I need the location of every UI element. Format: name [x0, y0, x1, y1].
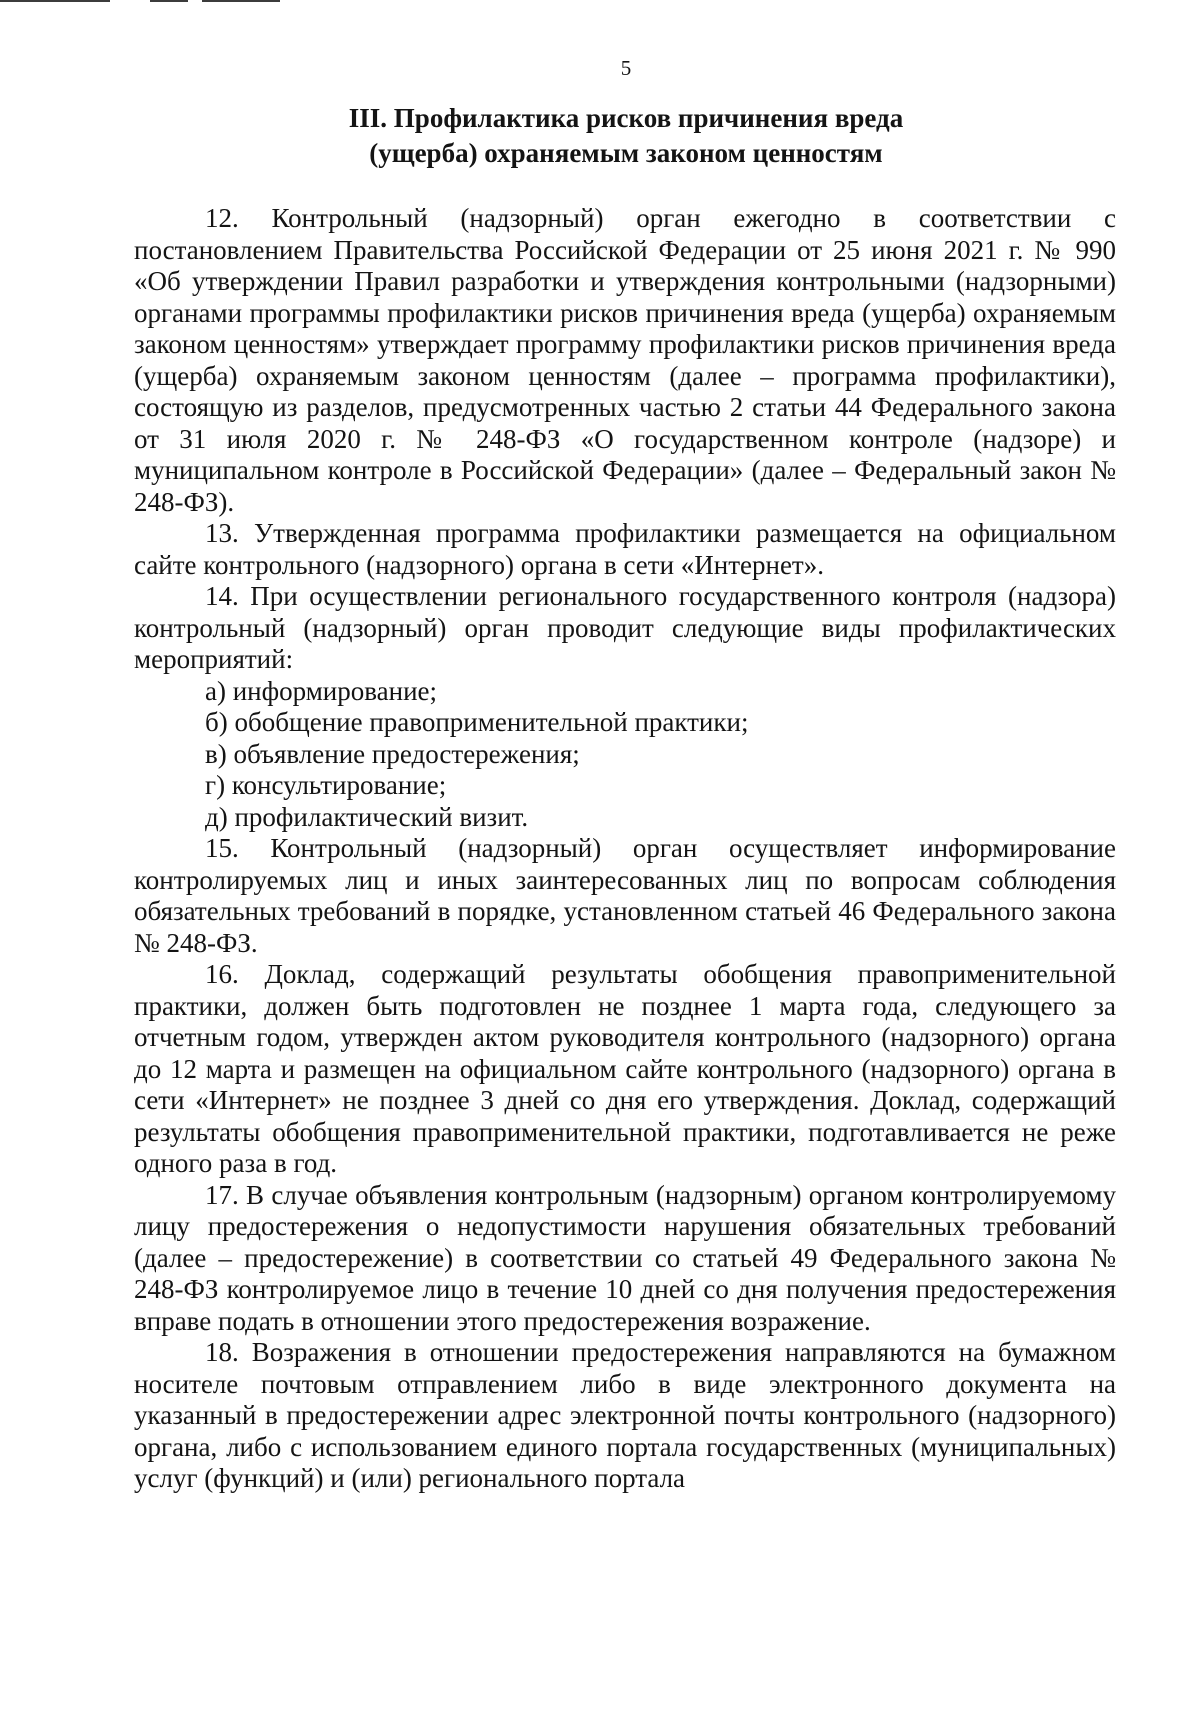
paragraph-14: 14. При осуществлении регионального государственного контроля (надзора) контрольный (надзорный) орган проводит следующие виды профилактических мероприятий: [134, 581, 1116, 674]
list-item: в) объявление предостережения; [205, 738, 580, 769]
paragraph-13: 13. Утвержденная программа профилактики размещается на официальном сайте контрольного (надзорного) органа в сети «Интернет». [134, 518, 1116, 580]
list-item: а) информирование; [205, 675, 438, 706]
scan-edge-mark [202, 0, 280, 2]
list-item: б) обобщение правоприменительной практики; [205, 707, 749, 737]
scan-edge-mark [150, 0, 188, 2]
section-title [0, 101, 1200, 171]
list-item: д) профилактический визит. [205, 801, 529, 832]
list-item: г) консультирование; [205, 770, 447, 800]
paragraph-12: 12. Контрольный (надзорный) орган ежегодно в соответствии с постановлением Правительства Российской Федерации от 25 июня 2021 г. № 990 «Об утверждении Правил разработки и утверждения контрольными (надзорными) органами программы профилактики рисков причинения вреда (ущерба) охраняемым законом ценностям» утверждает программу профилактики рисков причинения вреда (ущерба) охраняемым законом ценностям (далее – программа профилактики), состоящую из разделов, предусмотренных частью 2 статьи 44 Федерального закона от 31 июля 2020 г. № 248-ФЗ «О государственном контроле (надзоре) и муниципальном контроле в Российской Федерации» (далее – Федеральный закон № 248-ФЗ). [134, 203, 1116, 517]
paragraph-15: 15. Контрольный (надзорный) орган осуществляет информирование контролируемых лиц и иных заинтересованных лиц по вопросам соблюдения обязательных требований в порядке, установленном статьей 46 Федерального закона № 248-ФЗ. [134, 833, 1116, 958]
section-title-line-2: (ущерба) охраняемым законом ценностям [369, 138, 883, 168]
scan-edge-mark [0, 0, 110, 2]
page-number: 5 [620, 56, 632, 80]
paragraph-18: 18. Возражения в отношении предостережения направляются на бумажном носителе почтовым отправлением либо в виде электронного документа на указанный в предостережении адрес электронной почты контрольного (надзорного) органа, либо с использованием единого портала государственных (муниципальных) услуг (функций) и (или) регионального портала [134, 1337, 1116, 1493]
document-body [134, 203, 1116, 1495]
paragraph-16: 16. Доклад, содержащий результаты обобщения правоприменительной практики, должен быть подготовлен не позднее 1 марта года, следующего за отчетным годом, утвержден актом руководителя контрольного (надзорного) органа до 12 марта и размещен на официальном сайте контрольного (надзорного) органа в сети «Интернет» не позднее 3 дней со дня его утверждения. Доклад, содержащий результаты обобщения правоприменительной практики, подготавливается не реже одного раза в год. [134, 959, 1116, 1178]
paragraph-17: 17. В случае объявления контрольным (надзорным) органом контролируемому лицу предостережения о недопустимости нарушения обязательных требований (далее – предостережение) в соответствии со статьей 49 Федерального закона № 248-ФЗ контролируемое лицо в течение 10 дней со дня получения предостережения вправе подать в отношении этого предостережения возражение. [134, 1179, 1116, 1336]
section-title-line-1: III. Профилактика рисков причинения вреда [348, 103, 904, 133]
